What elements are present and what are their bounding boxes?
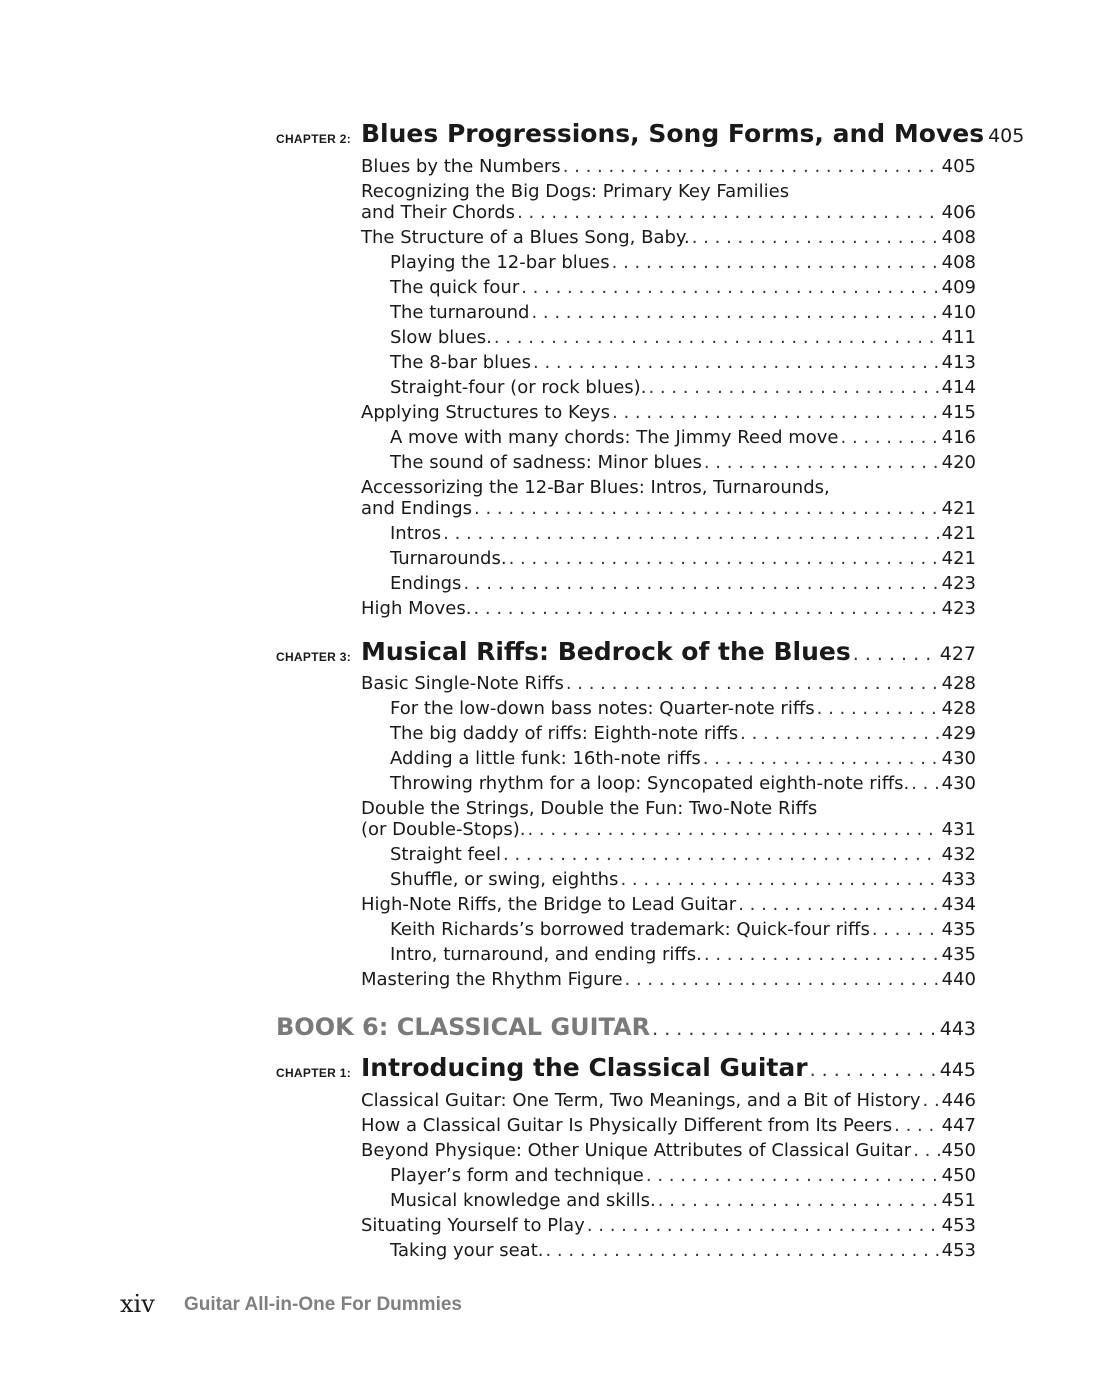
page-number: 453 xyxy=(941,1215,976,1236)
dot-leader xyxy=(703,746,940,771)
toc-subentry[interactable] xyxy=(390,350,976,375)
toc-subentry[interactable] xyxy=(390,746,976,771)
page-number: 432 xyxy=(941,844,976,865)
toc-subentry[interactable] xyxy=(390,1188,976,1213)
toc-subentry[interactable] xyxy=(390,1238,976,1263)
page-number: 430 xyxy=(941,773,976,794)
chapter-title: Introducing the Classical Guitar xyxy=(361,1053,808,1082)
page-number: 409 xyxy=(941,277,976,298)
entry-title: The turnaround xyxy=(390,302,530,323)
page-number: 431 xyxy=(941,819,976,840)
page-number: 420 xyxy=(941,452,976,473)
entry-title: (or Double-Stops). xyxy=(361,819,526,840)
entry-title: The 8-bar blues xyxy=(390,352,532,373)
dot-leader xyxy=(704,450,940,475)
book-heading[interactable] xyxy=(276,1012,976,1044)
page-number: 430 xyxy=(941,748,976,769)
page-number: 446 xyxy=(941,1090,976,1111)
page-number: 427 xyxy=(939,643,976,665)
dot-leader xyxy=(545,1238,939,1263)
book-title: BOOK 6: CLASSICAL GUITAR xyxy=(276,1013,651,1041)
entry-title: Situating Yourself to Play xyxy=(361,1215,585,1236)
page-number: 413 xyxy=(941,352,976,373)
dot-leader xyxy=(810,1054,938,1086)
page-number: 421 xyxy=(941,523,976,544)
page-number: 421 xyxy=(941,498,976,519)
chapter-heading[interactable] xyxy=(361,118,1025,152)
page-number: 447 xyxy=(941,1115,976,1136)
toc-subentry[interactable] xyxy=(390,450,976,475)
entry-title: Straight-four (or rock blues). xyxy=(390,377,647,398)
toc-entry[interactable] xyxy=(361,400,976,425)
entry-title: Keith Richards’s borrowed trademark: Quick-four riffs xyxy=(390,919,870,940)
dot-leader xyxy=(658,1188,940,1213)
dot-leader xyxy=(625,967,940,992)
page-number: 405 xyxy=(941,156,976,177)
entry-title: Classical Guitar: One Term, Two Meanings, and a Bit of History xyxy=(361,1090,921,1111)
page-number: 415 xyxy=(941,402,976,423)
page-number: 450 xyxy=(941,1165,976,1186)
dot-leader xyxy=(473,596,939,621)
dot-leader xyxy=(738,892,939,917)
page-number: 443 xyxy=(939,1018,976,1040)
dot-leader xyxy=(494,325,940,350)
dot-leader xyxy=(587,1213,940,1238)
toc-entry[interactable] xyxy=(361,496,976,521)
dot-leader xyxy=(841,425,940,450)
dot-leader xyxy=(740,721,940,746)
entry-title: The Structure of a Blues Song, Baby. xyxy=(361,227,690,248)
dot-leader xyxy=(517,200,940,225)
page-number: 423 xyxy=(941,573,976,594)
entry-title: Endings xyxy=(390,573,462,594)
page-number: 428 xyxy=(941,698,976,719)
entry-title: High Moves. xyxy=(361,598,472,619)
page-number: 429 xyxy=(941,723,976,744)
entry-title: The big daddy of riffs: Eighth-note riffs xyxy=(390,723,739,744)
entry-title: High-Note Riffs, the Bridge to Lead Guitar xyxy=(361,894,737,915)
dot-leader xyxy=(509,546,940,571)
page-number: 408 xyxy=(941,252,976,273)
toc-subentry[interactable] xyxy=(390,521,976,546)
entry-title: Throwing rhythm for a loop: Syncopated eighth-note riffs. xyxy=(390,773,910,794)
chapter-label: CHAPTER 1: xyxy=(276,1066,352,1080)
toc-subentry[interactable] xyxy=(390,250,976,275)
toc-subentry[interactable] xyxy=(390,696,976,721)
entry-title: How a Classical Guitar Is Physically Different from Its Peers xyxy=(361,1115,893,1136)
dot-leader xyxy=(474,496,940,521)
dot-leader xyxy=(533,350,940,375)
page-number: 408 xyxy=(941,227,976,248)
toc-entry[interactable] xyxy=(361,596,976,621)
page-number: 405 xyxy=(988,125,1025,147)
toc-entry[interactable] xyxy=(361,1138,976,1163)
dot-leader xyxy=(692,225,940,250)
toc-entry[interactable] xyxy=(361,892,976,917)
page-number: 411 xyxy=(941,327,976,348)
entry-title: Beyond Physique: Other Unique Attributes of Classical Guitar xyxy=(361,1140,912,1161)
entry-title: Playing the 12-bar blues xyxy=(390,252,610,273)
toc-entry[interactable] xyxy=(361,967,976,992)
dot-leader xyxy=(913,1138,939,1163)
dot-leader xyxy=(612,400,940,425)
page-number: 433 xyxy=(941,869,976,890)
entry-title: The sound of sadness: Minor blues xyxy=(390,452,702,473)
dot-leader xyxy=(566,671,940,696)
entry-title: Turnarounds. xyxy=(390,548,507,569)
page-number: 410 xyxy=(941,302,976,323)
toc-subentry[interactable] xyxy=(390,300,976,325)
toc-entry[interactable] xyxy=(361,154,976,179)
chapter-title: Musical Riffs: Bedrock of the Blues xyxy=(361,637,851,666)
toc-entry[interactable] xyxy=(361,1088,976,1113)
page-number: 414 xyxy=(941,377,976,398)
entry-title: A move with many chords: The Jimmy Reed move xyxy=(390,427,839,448)
page-number: 440 xyxy=(941,969,976,990)
dot-leader xyxy=(443,521,939,546)
page-number: 406 xyxy=(941,202,976,223)
toc-entry[interactable] xyxy=(361,1213,976,1238)
page-number: 435 xyxy=(941,919,976,940)
entry-title: Player’s form and technique xyxy=(390,1165,644,1186)
toc-subentry[interactable] xyxy=(390,571,976,596)
toc-subentry[interactable] xyxy=(390,721,976,746)
entry-title: Intro, turnaround, and ending riffs. xyxy=(390,944,702,965)
entry-title: Intros xyxy=(390,523,442,544)
toc-subentry[interactable] xyxy=(390,842,976,867)
entry-title: Basic Single-Note Riffs xyxy=(361,673,564,694)
dot-leader xyxy=(817,696,940,721)
dot-leader xyxy=(923,1088,940,1113)
toc-subentry[interactable] xyxy=(390,325,976,350)
entry-title: For the low-down bass notes: Quarter-note riffs xyxy=(390,698,815,719)
toc-subentry[interactable] xyxy=(390,771,976,796)
dot-leader xyxy=(612,250,940,275)
dot-leader xyxy=(531,300,939,325)
toc-entry[interactable] xyxy=(361,1113,976,1138)
page-number: 450 xyxy=(941,1140,976,1161)
entry-title: Applying Structures to Keys xyxy=(361,402,611,423)
dot-leader xyxy=(521,275,939,300)
entry-title: and Endings xyxy=(361,498,473,519)
toc-entry[interactable] xyxy=(361,671,976,696)
dot-leader xyxy=(648,375,939,400)
page-number: 434 xyxy=(941,894,976,915)
toc-subentry[interactable] xyxy=(390,942,976,967)
toc-entry[interactable] xyxy=(361,200,976,225)
dot-leader xyxy=(563,154,940,179)
entry-title: Adding a little funk: 16th-note riffs xyxy=(390,748,701,769)
toc-subentry[interactable] xyxy=(390,375,976,400)
page-number: 421 xyxy=(941,548,976,569)
footer-book-title: Guitar All-in-One For Dummies xyxy=(184,1294,462,1315)
page-number: 423 xyxy=(941,598,976,619)
entry-title: Mastering the Rhythm Figure xyxy=(361,969,623,990)
dot-leader xyxy=(911,771,939,796)
dot-leader xyxy=(463,571,939,596)
dot-leader xyxy=(652,1014,938,1044)
chapter-label: CHAPTER 3: xyxy=(276,650,352,664)
toc-entry[interactable] xyxy=(361,225,976,250)
entry-title: and Their Chords xyxy=(361,202,516,223)
page-number: 445 xyxy=(939,1059,976,1081)
entry-title: Taking your seat. xyxy=(390,1240,544,1261)
dot-leader xyxy=(620,867,939,892)
page-number: 453 xyxy=(941,1240,976,1261)
chapter-heading[interactable] xyxy=(361,636,976,670)
chapter-title: Blues Progressions, Song Forms, and Moves xyxy=(361,119,985,148)
toc-entry[interactable] xyxy=(361,817,976,842)
entry-title: Slow blues. xyxy=(390,327,492,348)
footer-page-number: xiv xyxy=(120,1290,155,1318)
entry-title-line1: Accessorizing the 12-Bar Blues: Intros, Turnarounds, xyxy=(361,477,830,498)
toc-subentry[interactable] xyxy=(390,917,976,942)
toc-subentry[interactable] xyxy=(390,275,976,300)
entry-title: Shuffle, or swing, eighths xyxy=(390,869,619,890)
entry-title: The quick four xyxy=(390,277,520,298)
entry-title: Blues by the Numbers xyxy=(361,156,561,177)
dot-leader xyxy=(872,917,940,942)
toc-subentry[interactable] xyxy=(390,546,976,571)
toc-subentry[interactable] xyxy=(390,425,976,450)
entry-title-line1: Recognizing the Big Dogs: Primary Key Families xyxy=(361,181,790,202)
dot-leader xyxy=(503,842,940,867)
dot-leader xyxy=(894,1113,940,1138)
chapter-label: CHAPTER 2: xyxy=(276,132,352,146)
dot-leader xyxy=(704,942,940,967)
toc-subentry[interactable] xyxy=(390,867,976,892)
page-number: 451 xyxy=(941,1190,976,1211)
dot-leader xyxy=(853,638,938,670)
dot-leader xyxy=(527,817,939,842)
entry-title: Musical knowledge and skills. xyxy=(390,1190,656,1211)
page-number: 416 xyxy=(941,427,976,448)
toc-subentry[interactable] xyxy=(390,1163,976,1188)
entry-title-line1: Double the Strings, Double the Fun: Two-Note Riffs xyxy=(361,798,818,819)
page-number: 435 xyxy=(941,944,976,965)
page-number: 428 xyxy=(941,673,976,694)
entry-title: Straight feel xyxy=(390,844,502,865)
chapter-heading[interactable] xyxy=(361,1052,976,1086)
dot-leader xyxy=(646,1163,940,1188)
